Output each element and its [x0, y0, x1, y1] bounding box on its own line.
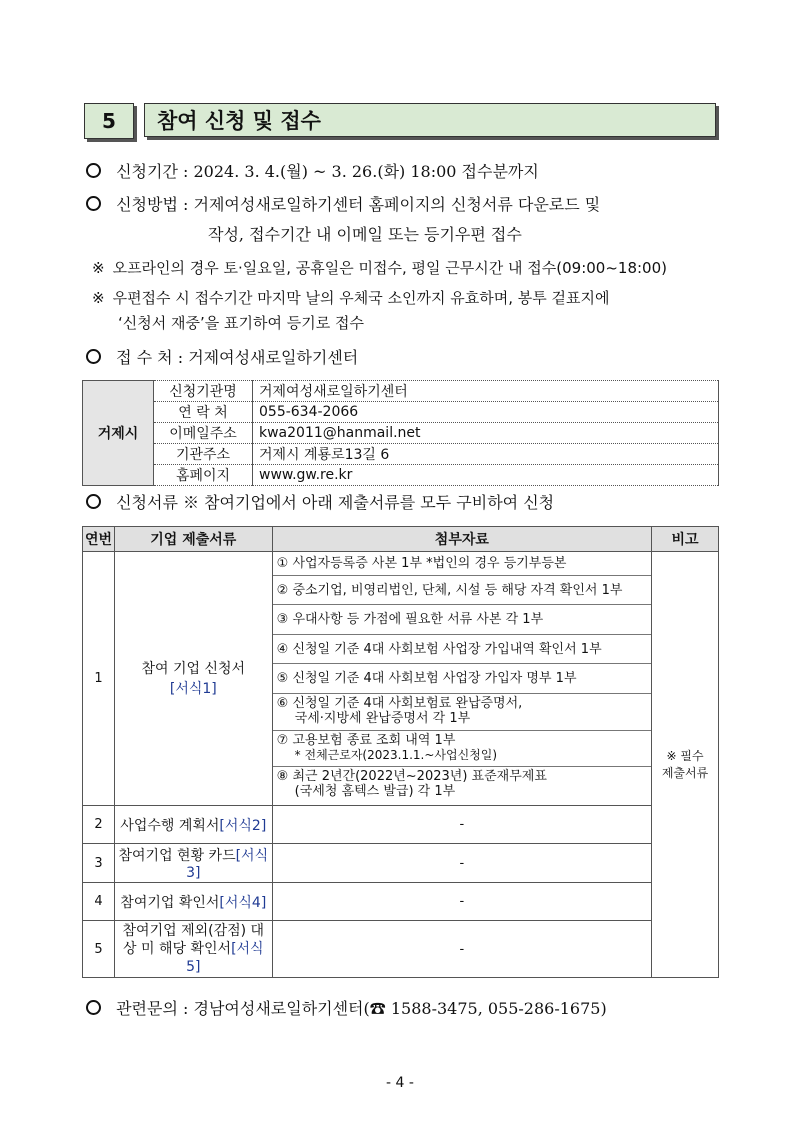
- column-header: 연번: [83, 527, 115, 552]
- note-mail-text1: 우편접수 시 접수기간 마지막 날의 우체국 소인까지 유효하며, 봉투 겉표지에: [112, 289, 610, 307]
- column-header: 비고: [652, 527, 719, 552]
- contact-value: 거제시 계룡로13길 6: [253, 444, 719, 465]
- inquiry-value: 경남여성새로일하기센터(☎ 1588-3475, 055-286-1675): [193, 999, 607, 1018]
- attachment-text: ⑥ 신청일 기준 4대 사회보험료 완납증명서,: [276, 696, 523, 711]
- row-number: 3: [83, 844, 115, 883]
- contact-table: [82, 380, 719, 486]
- doc-name-text: 참여기업 확인서: [120, 894, 220, 911]
- table-row: [83, 844, 719, 883]
- row-number: 5: [83, 921, 115, 978]
- table-row: [83, 806, 719, 844]
- inquiry-label: 관련문의 :: [116, 999, 189, 1018]
- table-row: [83, 921, 719, 978]
- method-label: 신청방법 :: [116, 195, 189, 214]
- column-header: 기업 제출서류: [114, 527, 272, 552]
- method-line2: 작성, 접수기간 내 이메일 또는 등기우편 접수: [208, 225, 522, 244]
- note-mail-text2: ‘신청서 재중’을 표기하여 등기로 접수: [118, 314, 364, 332]
- contact-email: kwa2011@hanmail.net: [253, 423, 719, 444]
- contact-key: 연 락 처: [154, 402, 253, 423]
- doc-name-text: 사업수행 계획서: [120, 817, 220, 834]
- contact-row: [83, 423, 719, 444]
- circle-bullet-icon: [86, 163, 101, 178]
- inquiry-line: [86, 996, 607, 1019]
- contact-row: [83, 402, 719, 423]
- contact-row: [83, 381, 719, 402]
- note-offline: [92, 257, 667, 278]
- doc-name-text: 참여 기업 신청서: [141, 660, 246, 677]
- remark-line1: ※ 필수: [666, 748, 704, 763]
- form-ref: [서식3]: [186, 848, 269, 881]
- attachment-item: ① 사업자등록증 사본 1부 *법인의 경우 등기부등본: [273, 552, 651, 576]
- section-title: 참여 신청 및 접수: [144, 103, 716, 137]
- table-header-row: [83, 527, 719, 552]
- contact-key: 신청기관명: [154, 381, 253, 402]
- contact-key: 홈페이지: [154, 465, 253, 486]
- circle-bullet-icon: [86, 1000, 101, 1015]
- attachments-cell: [272, 552, 651, 806]
- method-line1: 거제여성새로일하기센터 홈페이지의 신청서류 다운로드 및: [193, 195, 601, 214]
- form-ref: [서식2]: [219, 817, 267, 834]
- form-ref: [서식4]: [219, 894, 267, 911]
- period-label: 신청기간 :: [116, 162, 189, 181]
- doc-name-text: 참여기업 제외(감점) 대상 미 해당 확인서: [122, 923, 265, 957]
- remark-cell: [652, 552, 719, 978]
- attachment-sub: * 전체근로자(2023.1.1.~사업신청일): [294, 748, 498, 762]
- receiver-label: 접 수 처 :: [116, 348, 184, 367]
- attachment-cell: -: [272, 921, 651, 978]
- section-header: [84, 103, 721, 141]
- attachment-sub: 국세·지방세 완납증명서 각 1부: [294, 711, 471, 726]
- period-value: 2024. 3. 4.(월) ~ 3. 26.(화) 18:00 접수분까지: [193, 162, 539, 181]
- doc-name: [114, 883, 272, 921]
- row-number: 1: [83, 552, 115, 806]
- method-line: [86, 192, 600, 215]
- contact-value: 거제여성새로일하기센터: [253, 381, 719, 402]
- circle-bullet-icon: [86, 349, 101, 364]
- remark-line2: 제출서류: [661, 765, 709, 780]
- circle-bullet-icon: [86, 494, 101, 509]
- doc-name: [114, 806, 272, 844]
- attachment-cell: -: [272, 806, 651, 844]
- attachment-item: [273, 694, 651, 731]
- attachment-cell: -: [272, 883, 651, 921]
- attachment-item: ④ 신청일 기준 4대 사회보험 사업장 가입내역 확인서 1부: [273, 635, 651, 664]
- row-number: 2: [83, 806, 115, 844]
- attachment-cell: -: [272, 844, 651, 883]
- section-number: 5: [84, 103, 134, 139]
- attachment-item: ③ 우대사항 등 가점에 필요한 서류 사본 각 1부: [273, 605, 651, 635]
- note-mark: ※: [92, 259, 105, 277]
- doc-name-text: 참여기업 현황 카드: [118, 848, 236, 864]
- table-row: [83, 883, 719, 921]
- doc-name: [114, 921, 272, 978]
- docs-intro-line: [86, 490, 554, 513]
- attachment-item: ② 중소기업, 비영리법인, 단체, 시설 등 해당 자격 확인서 1부: [273, 576, 651, 605]
- page-number: - 4 -: [386, 1075, 414, 1091]
- contact-value: 055-634-2066: [253, 402, 719, 423]
- form-ref: [서식1]: [169, 680, 217, 697]
- attachment-item: [273, 767, 651, 805]
- contact-region: 거제시: [83, 381, 154, 486]
- attachment-text: ⑧ 최근 2년간(2022년~2023년) 표준재무제표: [276, 769, 547, 784]
- contact-homepage: www.gw.re.kr: [253, 465, 719, 486]
- attachment-sub: (국세청 홈텍스 발급) 각 1부: [294, 784, 456, 799]
- contact-key: 이메일주소: [154, 423, 253, 444]
- doc-name: [114, 552, 272, 806]
- column-header: 첨부자료: [272, 527, 651, 552]
- contact-key: 기관주소: [154, 444, 253, 465]
- doc-name: [114, 844, 272, 883]
- attachment-item: ⑤ 신청일 기준 4대 사회보험 사업장 가입자 명부 1부: [273, 664, 651, 694]
- documents-table: [82, 526, 719, 978]
- attachment-item: [273, 731, 651, 767]
- contact-row: [83, 444, 719, 465]
- note-mark: ※: [92, 289, 105, 307]
- receiver-line: [86, 345, 358, 368]
- note-offline-text: 오프라인의 경우 토·일요일, 공휴일은 미접수, 평일 근무시간 내 접수(09:00~18:00): [112, 259, 667, 277]
- receiver-value: 거제여성새로일하기센터: [188, 348, 359, 367]
- period-line: [86, 159, 539, 182]
- note-mail: [92, 287, 609, 308]
- row-number: 4: [83, 883, 115, 921]
- circle-bullet-icon: [86, 196, 101, 211]
- table-row: [83, 552, 719, 806]
- contact-row: [83, 465, 719, 486]
- docs-intro-note: ※ 참여기업에서 아래 제출서류를 모두 구비하여 신청: [183, 493, 555, 512]
- attachment-text: ⑦ 고용보험 종료 조회 내역 1부: [276, 733, 456, 748]
- docs-intro-label: 신청서류: [116, 493, 178, 512]
- form-ref: [서식5]: [186, 941, 264, 975]
